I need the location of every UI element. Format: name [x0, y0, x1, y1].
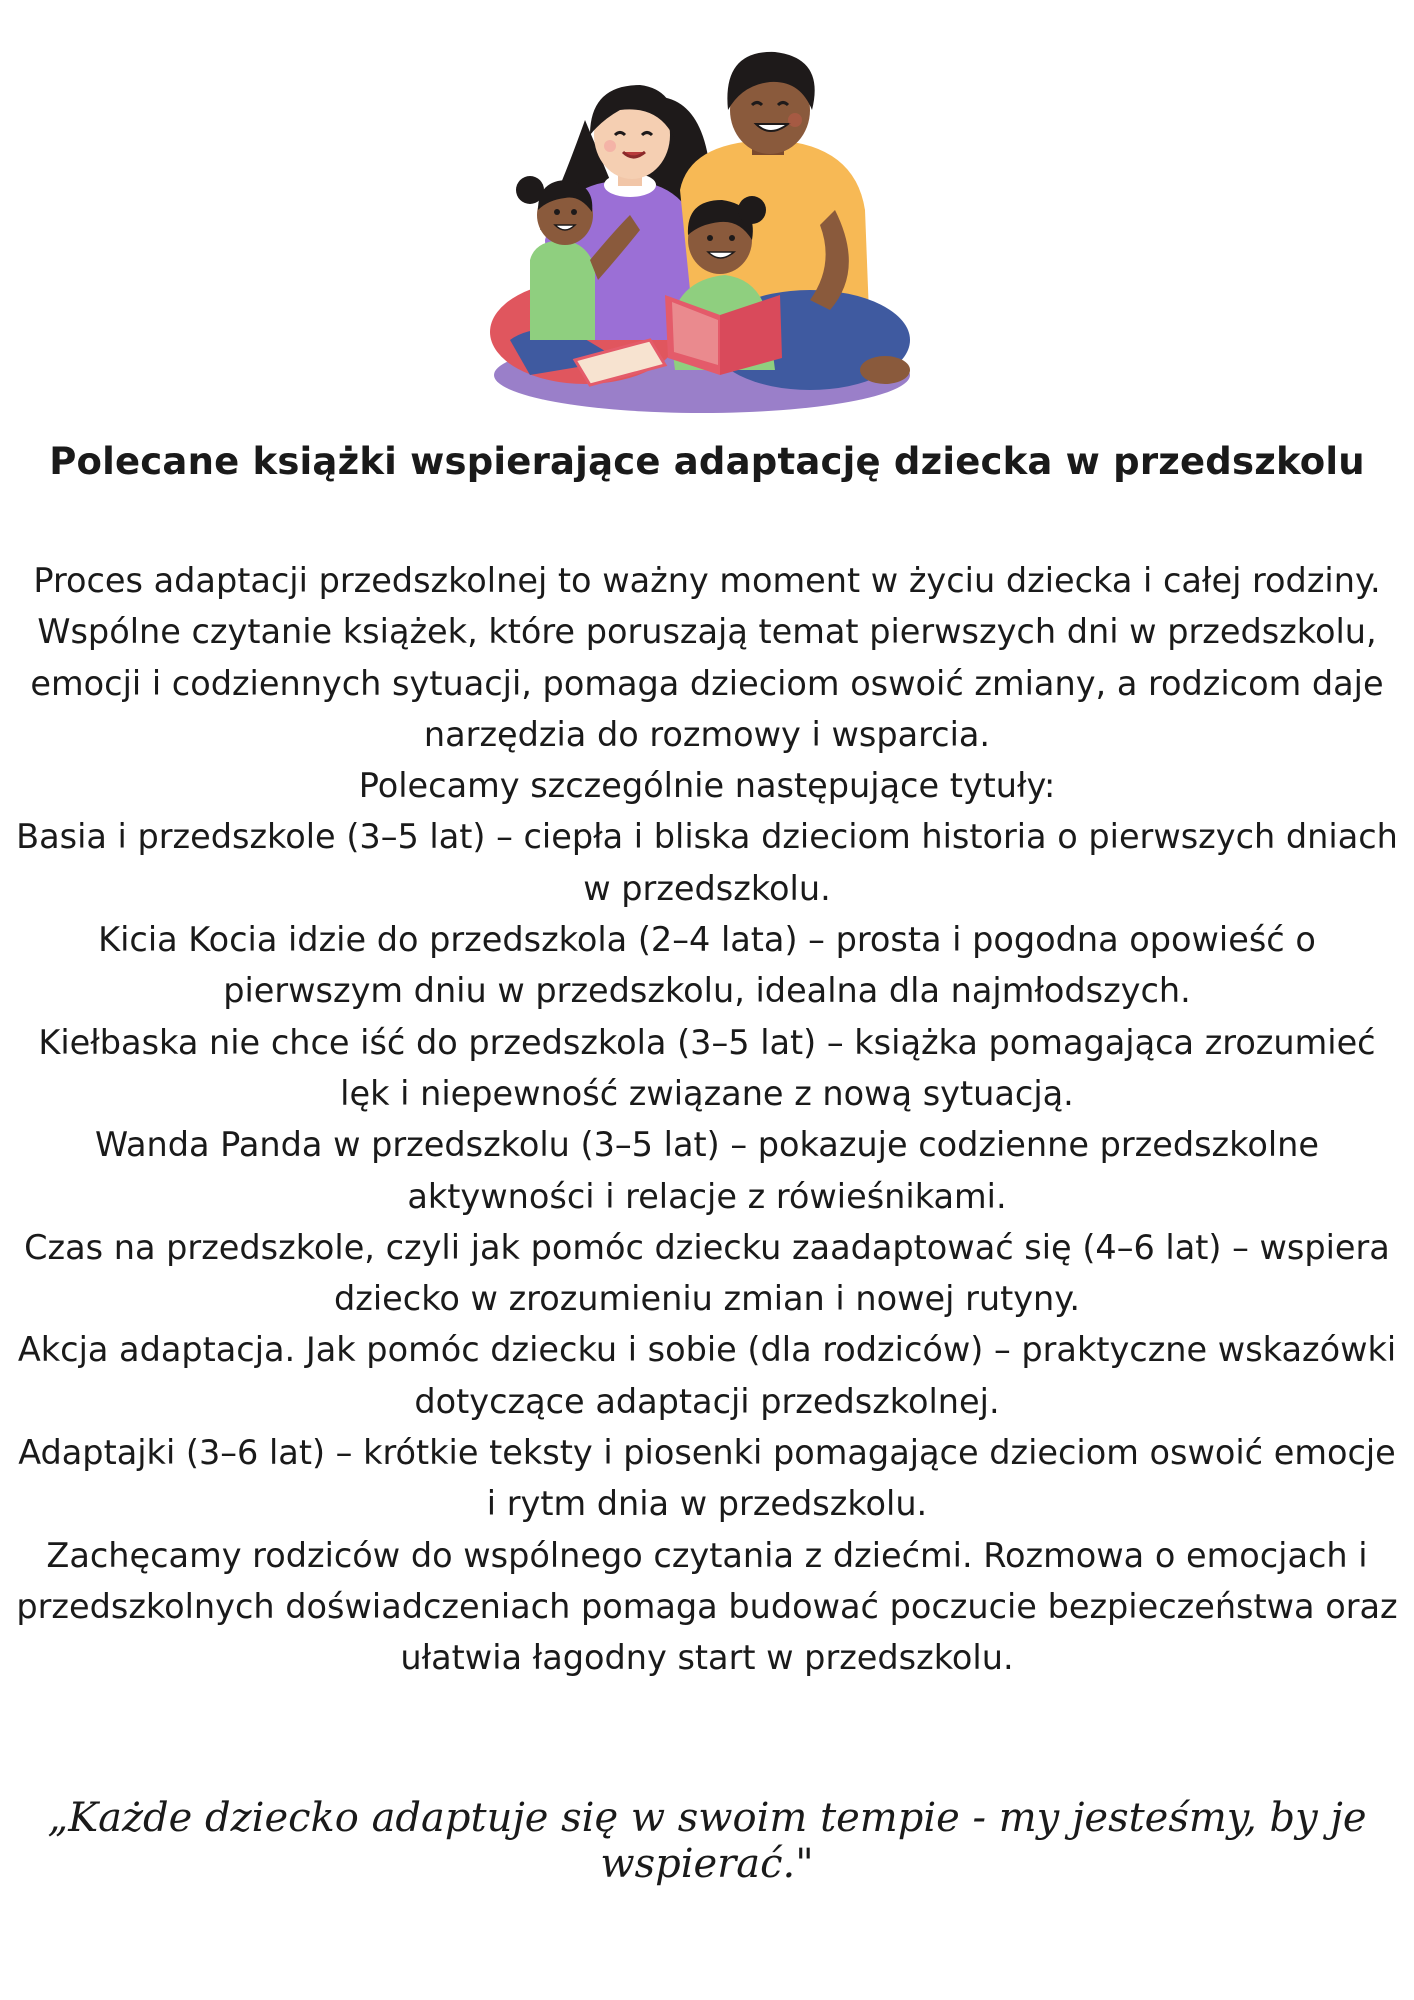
closing-paragraph: Zachęcamy rodziców do wspólnego czytania z dziećmi. Rozmowa o emocjach i przedszkolnych doświadczeniach pomaga budować poczucie bezpieczeństwa oraz ułatwia łagodny start w przedszkolu. — [16, 1535, 1398, 1678]
book-item: Akcja adaptacja. Jak pomóc dziecku i sobie (dla rodziców) – praktyczne wskazówki dotyczące adaptacji przedszkolnej. — [17, 1330, 1397, 1421]
intro-paragraph: Proces adaptacji przedszkolnej to ważny moment w życiu dziecka i całej rodziny. Wspólne czytanie książek, które poruszają temat pierwszych dni w przedszkolu, emocji i codziennych sytuacji, pomaga dzieciom oswoić zmiany, a rodzicom daje narzędzia do rozmowy i wsparcia. — [30, 561, 1384, 754]
book-item: Czas na przedszkole, czyli jak pomóc dziecku zaadaptować się (4–6 lat) – wspiera dziecko w zrozumieniu zmian i nowej rutyny. — [24, 1227, 1390, 1319]
book-item: Adaptajki (3–6 lat) – krótkie teksty i piosenki pomagające dzieciom oswoić emocje i rytm dnia w przedszkolu. — [18, 1433, 1396, 1524]
recommend-heading: Polecamy szczególnie następujące tytuły: — [358, 766, 1056, 806]
book-item: Basia i przedszkole (3–5 lat) – ciepła i bliska dzieciom historia o pierwszych dniach w przedszkolu. — [16, 817, 1398, 908]
book-item: Wanda Panda w przedszkolu (3–5 lat) – pokazuje codzienne przedszkolne aktywności i relacje z rówieśnikami. — [94, 1125, 1319, 1216]
family-reading-illustration — [490, 40, 920, 420]
family-reading-book-icon — [490, 40, 920, 420]
book-item: Kicia Kocia idzie do przedszkola (2–4 lata) – prosta i pogodna opowieść o pierwszym dniu w przedszkolu, idealna dla najmłodszych. — [98, 920, 1316, 1011]
book-item: Kiełbaska nie chce iść do przedszkola (3–5 lat) – książka pomagająca zrozumieć lęk i niepewność związane z nową sytuacją. — [38, 1022, 1376, 1113]
page-title: Polecane książki wspierające adaptację dziecka w przedszkolu — [49, 440, 1365, 483]
closing-quote: „Każde dziecko adaptuje się w swoim tempie - my jesteśmy, by je wspierać." — [47, 1795, 1367, 1887]
article-body — [10, 555, 1404, 1684]
